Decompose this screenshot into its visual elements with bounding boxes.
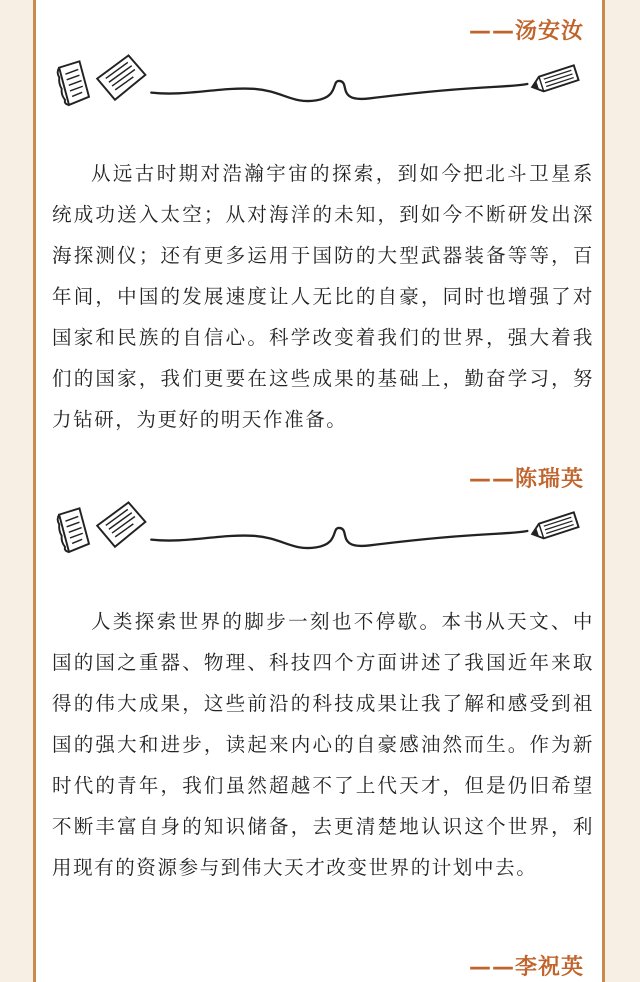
content-card bbox=[33, 0, 605, 982]
review-paragraph: 从远古时期对浩瀚宇宙的探索，到如今把北斗卫星系统成功送入太空；从对海洋的未知，到如今不断研发出深海探测仪；还有更多运用于国防的大型武器装备等等，百年间，中国的发展速度让人无比的自豪，同时也增强了对国家和民族的自信心。科学改变着我们的世界，强大着我们的国家，我们更要在这些成果的基础上，勤奋学习，努力钻研，为更好的明天作准备。 bbox=[52, 162, 594, 431]
author-signature: ——李祝英 bbox=[468, 955, 584, 980]
review-paragraph: 人类探索世界的脚步一刻也不停歇。本书从天文、中国的国之重器、物理、科技四个方面讲述了我国近年来取得的伟大成果，这些前沿的科技成果让我了解和感受到祖国的强大和进步，读起来内心的自豪感油然而生。作为新时代的青年，我们虽然超越不了上代天才，但是仍旧希望不断丰富自身的知识储备，去更清楚地认识这个世界，利用现有的资源参与到伟大天才改变世界的计划中去。 bbox=[52, 610, 594, 879]
author-signature: ——陈瑞英 bbox=[468, 467, 584, 492]
notebook-paper-pencil-icon bbox=[56, 53, 579, 106]
decorative-divider bbox=[51, 500, 591, 560]
author-signature: ——汤安汝 bbox=[468, 19, 584, 44]
notebook-paper-pencil-icon bbox=[56, 500, 579, 553]
decorative-divider bbox=[51, 53, 591, 113]
